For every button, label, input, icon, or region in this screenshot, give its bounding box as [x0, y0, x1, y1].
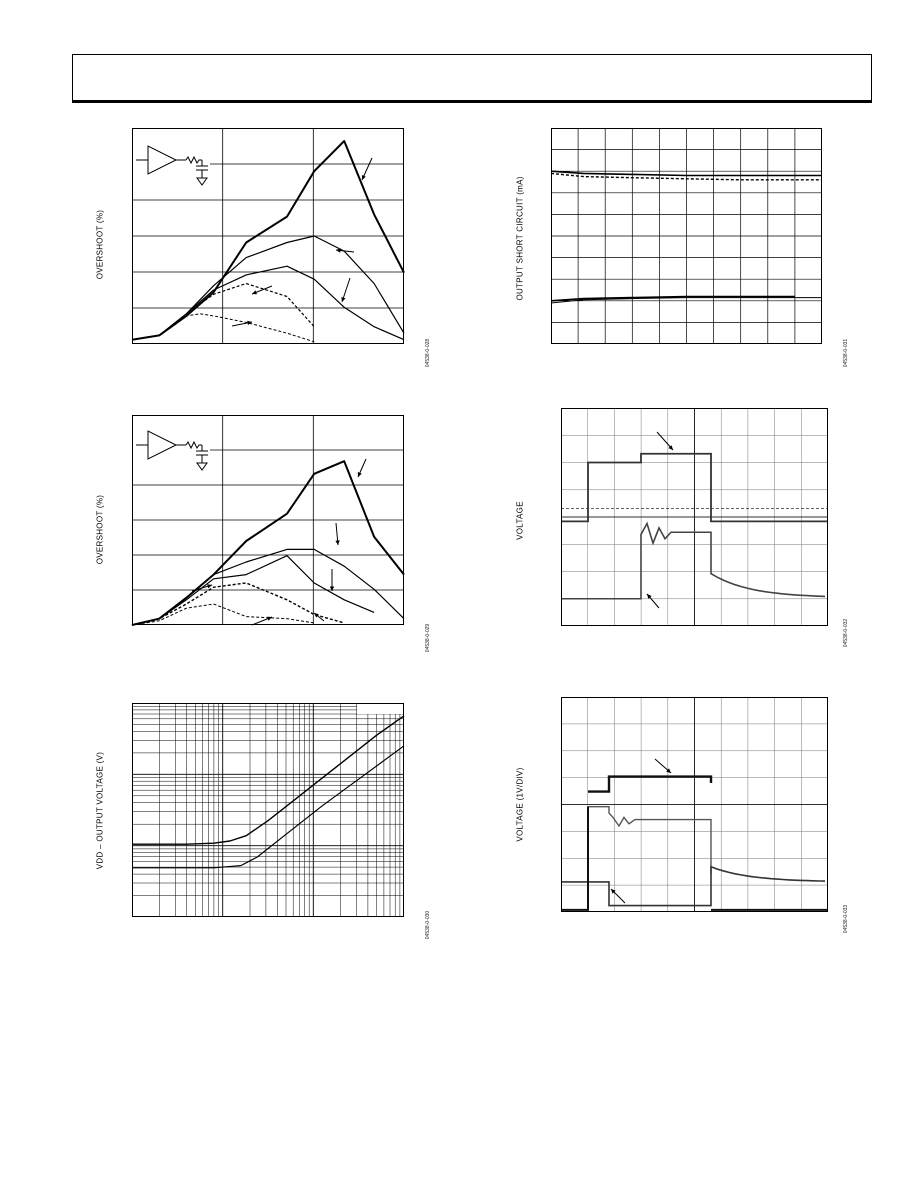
y-axis-label: OVERSHOOT (%) — [95, 209, 105, 280]
y-axis-label: VOLTAGE — [515, 501, 525, 540]
page-header-box — [72, 54, 872, 103]
scope-plot-area — [561, 697, 828, 912]
chart-plot-area — [132, 128, 404, 344]
series-line-1 — [132, 461, 404, 625]
figure-id-label: 04538-0-028 — [425, 338, 431, 368]
annotation-arrowhead — [335, 540, 339, 545]
circuit-background — [130, 425, 210, 481]
figure-id-label: 04538-0-029 — [425, 623, 431, 653]
scope-trace-lower — [561, 867, 825, 906]
series-line-3 — [132, 266, 404, 340]
scope-trace-upper — [588, 777, 711, 792]
annotation-arrowhead — [247, 321, 252, 325]
series-line-1 — [132, 716, 404, 844]
y-axis-label: VOLTAGE (1V/DIV) — [515, 767, 525, 842]
circuit-background — [130, 140, 210, 196]
series-line-5 — [132, 314, 314, 342]
figure-id-label: 04538-0-033 — [843, 904, 849, 934]
series-line-4 — [132, 284, 314, 340]
scope-plot-area — [561, 408, 828, 626]
series-line-2 — [132, 746, 404, 868]
scope-trace-middle — [588, 807, 711, 874]
y-axis-label: OUTPUT SHORT CIRCUIT (mA) — [515, 176, 525, 301]
chart-plot-area — [551, 128, 822, 344]
y-axis-label: VDD – OUTPUT VOLTAGE (V) — [95, 751, 105, 870]
series-line-5 — [132, 604, 314, 625]
figure-id-label: 04538-0-030 — [425, 910, 431, 940]
figure-id-label: 04538-0-032 — [843, 618, 849, 648]
plot-frame — [133, 704, 404, 917]
chart-plot-area — [132, 415, 404, 625]
scope-trace-lower — [561, 524, 825, 599]
chart-plot-area — [132, 703, 404, 917]
annotation-arrowhead — [341, 297, 345, 302]
figure-id-label: 04538-0-031 — [843, 338, 849, 368]
y-axis-label: OVERSHOOT (%) — [95, 494, 105, 565]
series-line-2 — [132, 549, 404, 625]
blank-corner — [357, 704, 403, 714]
